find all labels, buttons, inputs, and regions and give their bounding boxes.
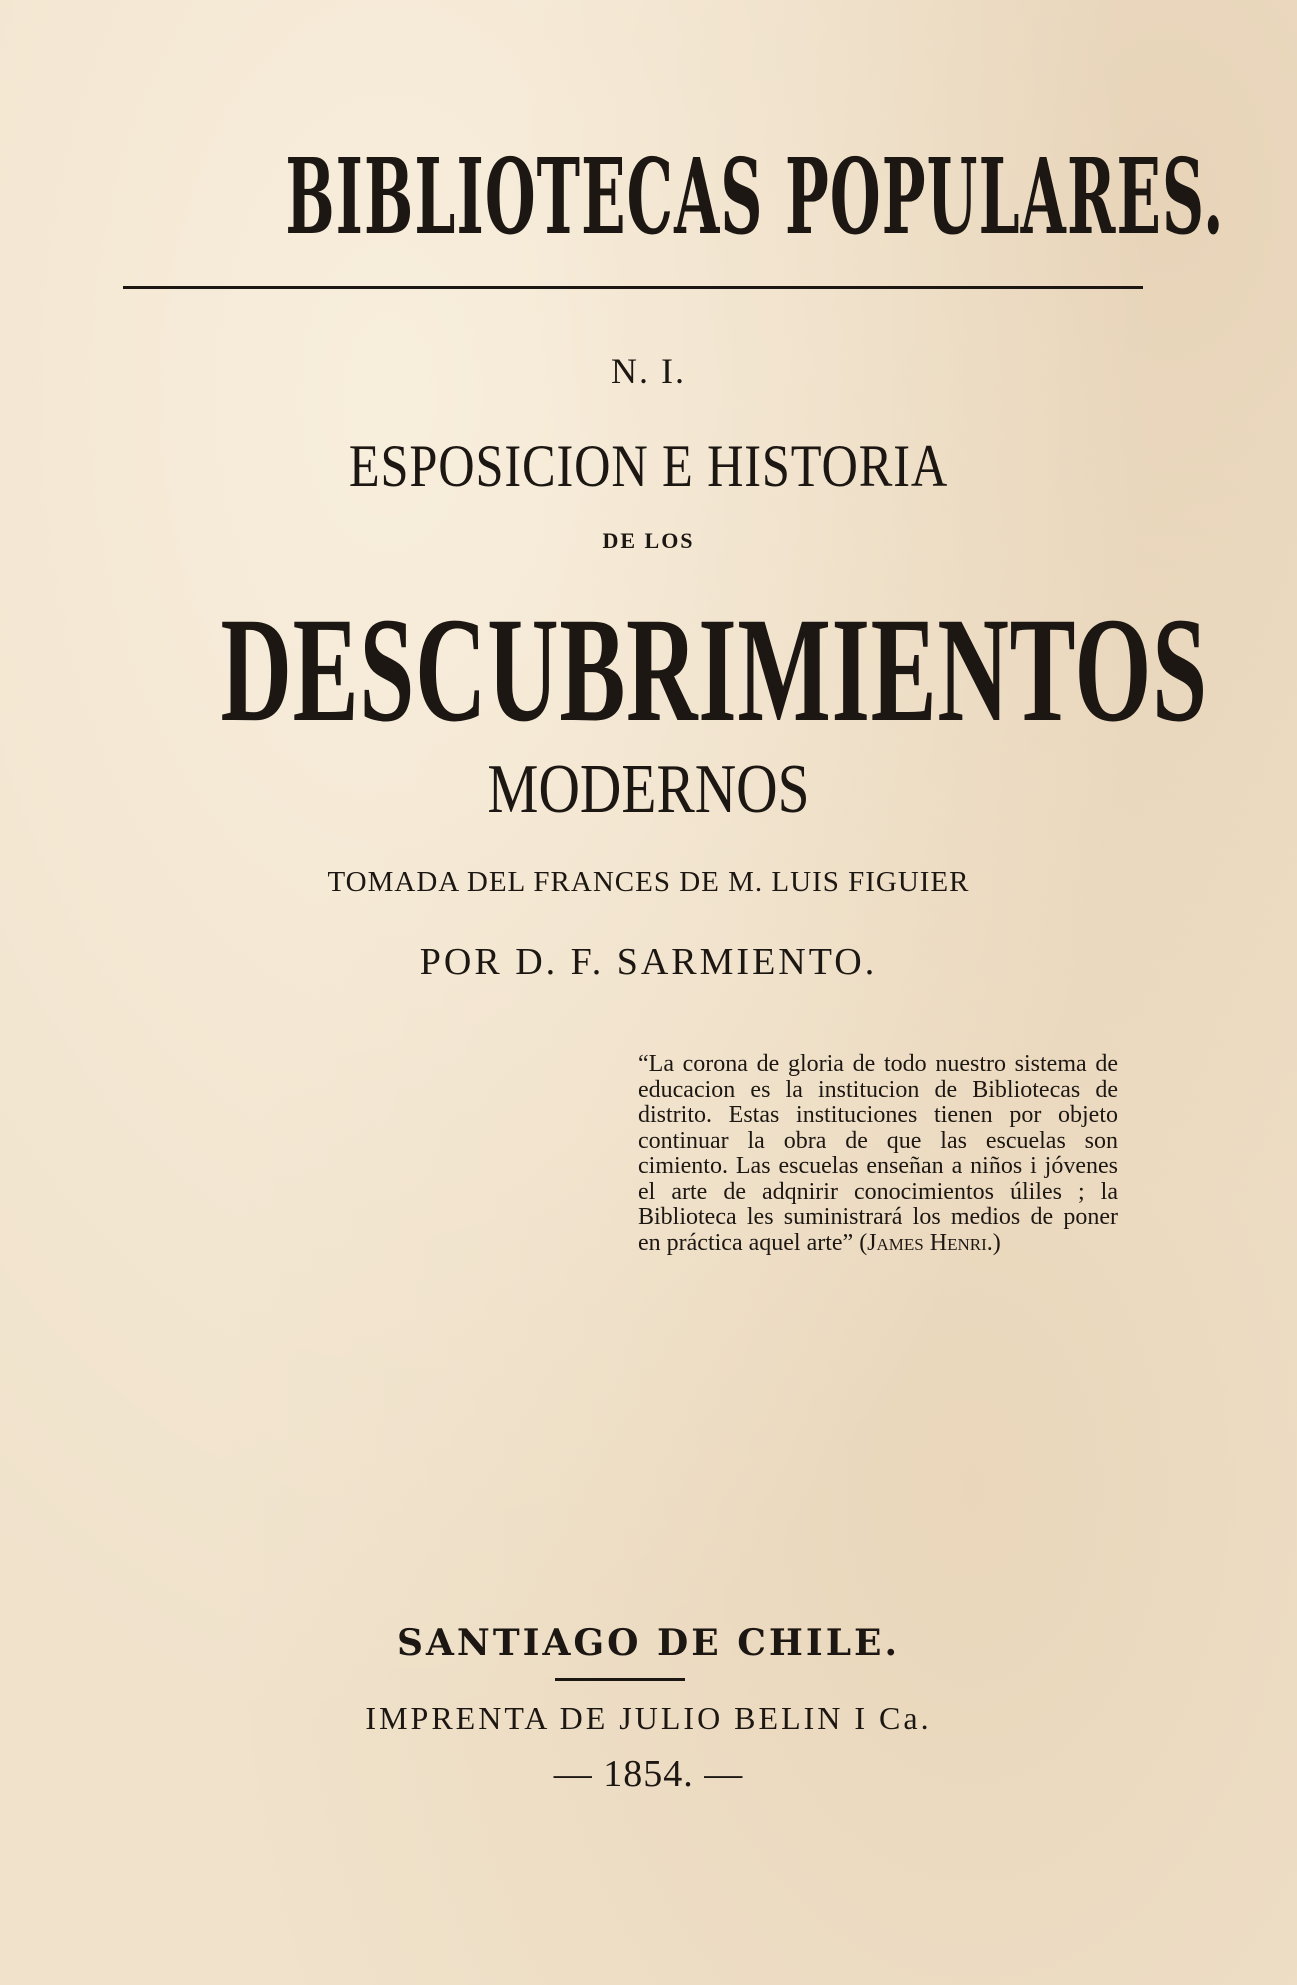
title-line-1: ESPOSICION E HISTORIA <box>348 433 949 499</box>
epigraph-source: (James Henri.) <box>859 1229 1001 1256</box>
title-line-4: MODERNOS <box>487 751 810 828</box>
epigraph-text: “La corona de gloria de todo nuestro sistema de educacion es la institucion de Bibliotecas de distrito. Estas instituciones tienen por objeto continuar la obra de que las escuelas son cimiento. Las escuelas enseñan a niños i jóvenes el arte de adqnirir conocimientos úliles ; la Biblioteca les suministrará los medios de poner en práctica aquel arte” <box>638 1051 1118 1256</box>
imprint-printer: IMPRENTA DE JULIO BELIN I Ca. <box>365 1700 932 1736</box>
top-rule <box>123 286 1143 289</box>
epigraph <box>638 1052 1118 1256</box>
imprint-place: SANTIAGO DE CHILE. <box>396 1622 900 1664</box>
author-line: POR D. F. SARMIENTO. <box>419 941 878 983</box>
series-title: BIBLIOTECAS POPULARES. <box>285 135 1225 258</box>
imprint-rule <box>555 1678 685 1681</box>
imprint-year: — 1854. — <box>553 1753 744 1795</box>
volume-number: N. I. <box>611 351 686 391</box>
title-line-3: DESCUBRIMIENTOS <box>220 587 1208 753</box>
title-line-2: DE LOS <box>602 528 695 553</box>
translation-note: TOMADA DEL FRANCES DE M. LUIS FIGUIER <box>327 866 970 898</box>
